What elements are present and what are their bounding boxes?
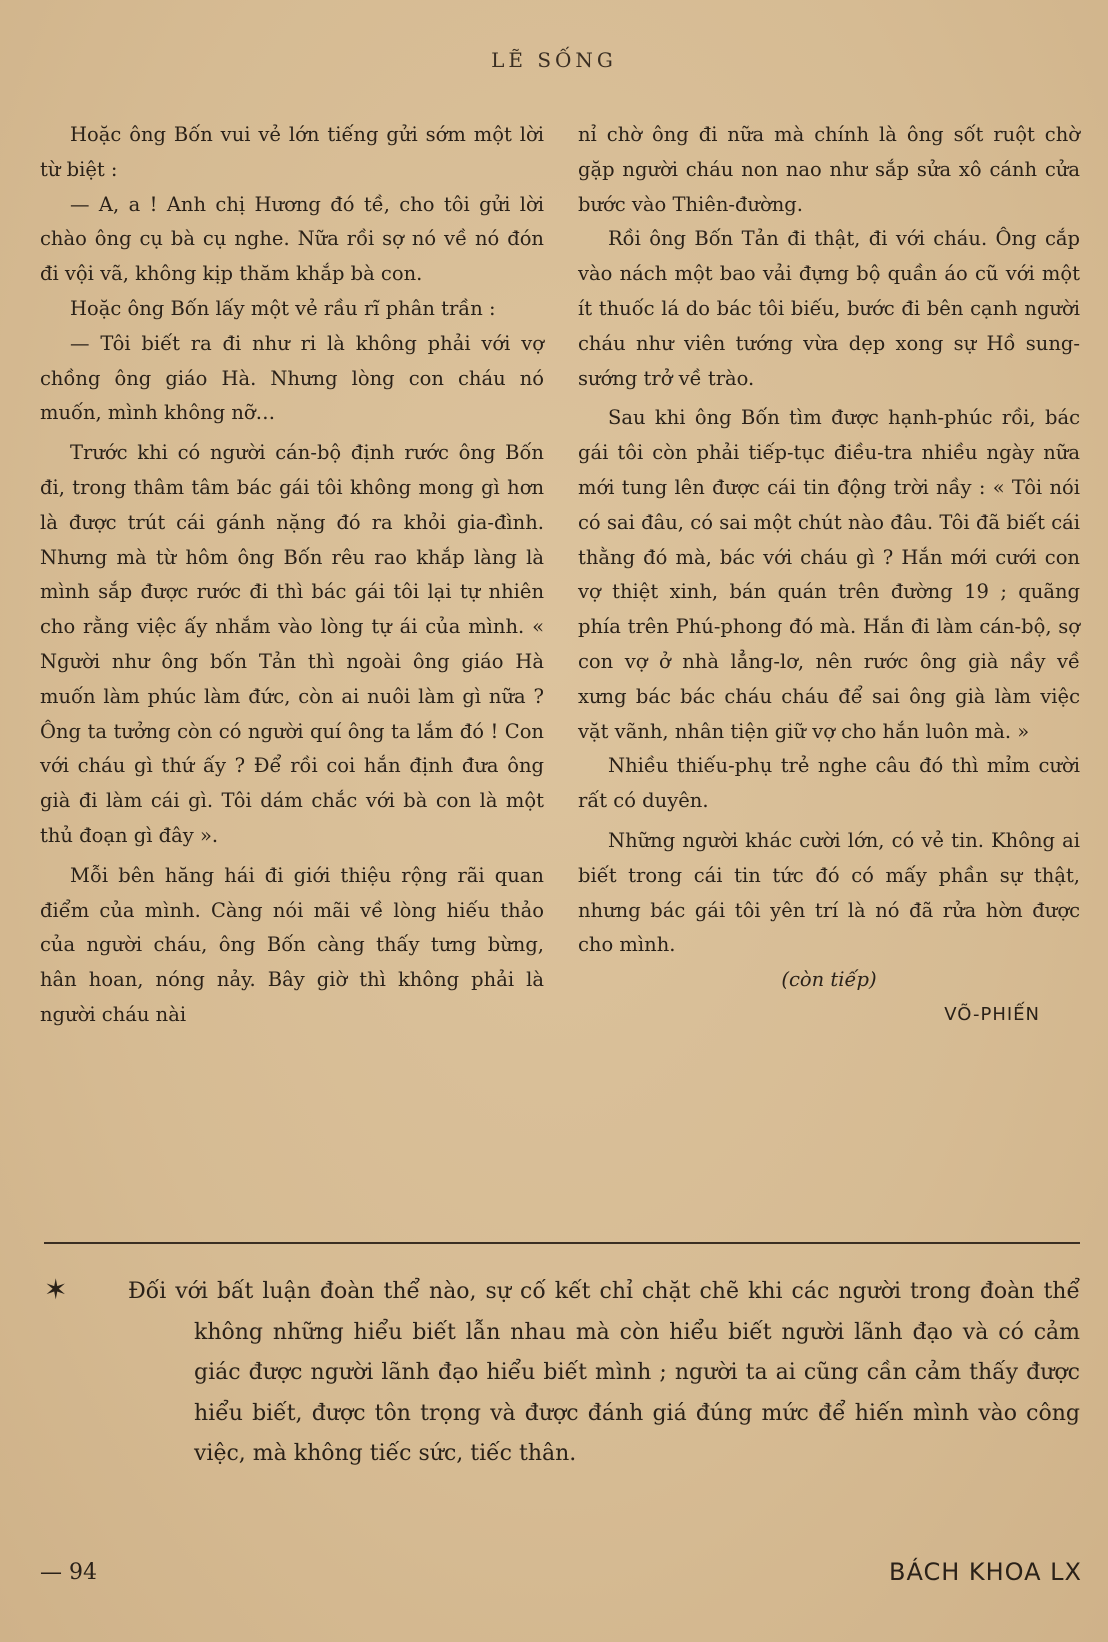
author-name: VÕ-PHIẾN (944, 1003, 1040, 1025)
continued-note: (còn tiếp) (781, 968, 877, 992)
page-number: — 94 (40, 1560, 97, 1585)
magazine-masthead: BÁCH KHOA LX (888, 1558, 1082, 1586)
paragraph: Mỗi bên hăng hái đi giới thiệu rộng rãi quan điểm của mình. Càng nói mãi về lòng hiếu thảo của người cháu, ông Bốn càng thấy tưng bừng, hân hoan, nóng nảy. Bây giờ thì không phải là người cháu nài (40, 863, 544, 1026)
paragraph: — Tôi biết ra đi như ri là không phải với vợ chồng ông giáo Hà. Nhưng lòng con cháu nó muốn, mình không nỡ… (40, 331, 544, 425)
star-ornament-icon: ✶ (44, 1273, 68, 1306)
paragraph: Hoặc ông Bốn vui vẻ lớn tiếng gửi sớm một lời từ biệt : (40, 123, 544, 181)
paragraph: Trước khi có người cán-bộ định rước ông Bốn đi, trong thâm tâm bác gái tôi không mong gì hơn là được trút cái gánh nặng đó ra khỏi gia-đình. Nhưng mà từ hôm ông Bốn rêu rao khắp làng là mình sắp được rước đi thì bác gái tôi lại tự nhiên cho rằng việc ấy nhắm vào lòng tự ái của mình. « Người như ông bốn Tản thì ngoài ông giáo Hà muốn làm phúc làm đức, còn ai nuôi làm gì nữa ? Ông ta tưởng còn có người quí ông ta lắm đó ! Con với cháu gì thứ ấy ? Để rồi coi hắn định đưa ông già đi làm cái gì. Tôi dám chắc với bà con là một thủ đoạn gì đây ». (40, 441, 544, 847)
paragraph: Rồi ông Bốn Tản đi thật, đi với cháu. Ông cắp vào nách một bao vải đựng bộ quần áo cũ với một ít thuốc lá do bác tôi biếu, bước đi bên cạnh người cháu như viên tướng vừa dẹp xong sự Hồ sung-sướng trở về trào. (578, 227, 1080, 390)
quote-text: Đối với bất luận đoàn thể nào, sự cố kết chỉ chặt chẽ khi các người trong đoàn thể không những hiểu biết lẫn nhau mà còn hiểu biết người lãnh đạo và có cảm giác được người lãnh đạo hiểu biết mình ; người ta ai cũng cần cảm thấy được hiểu biết, được tôn trọng và được đánh giá đúng mức để hiến mình vào công việc, mà không tiếc sức, tiếc thân. (128, 1279, 1080, 1466)
running-head: LẼ SỐNG (491, 48, 617, 72)
paragraph: nỉ chờ ông đi nữa mà chính là ông sốt ruột chờ gặp người cháu non nao như sắp sửa xô cánh cửa bước vào Thiên-đường. (578, 123, 1080, 216)
paragraph: Hoặc ông Bốn lấy một vẻ rầu rĩ phân trần : (70, 296, 496, 320)
paragraph: — A, a ! Anh chị Hương đó tề, cho tôi gửi lời chào ông cụ bà cụ nghe. Nữa rồi sợ nó về nó đón đi vội vã, không kịp thăm khắp bà con. (40, 192, 544, 286)
left-column (40, 118, 544, 1033)
boxed-quote (44, 1272, 1080, 1475)
paragraph: Nhiều thiếu-phụ trẻ nghe câu đó thì mỉm cười rất có duyên. (578, 754, 1080, 813)
paragraph: Những người khác cười lớn, có vẻ tin. Không ai biết trong cái tin tức đó có mấy phần sự thật, nhưng bác gái tôi yên trí là nó đã rửa hờn được cho mình. (578, 828, 1080, 957)
section-divider (44, 1242, 1080, 1244)
paragraph: Sau khi ông Bốn tìm được hạnh-phúc rồi, bác gái tôi còn phải tiếp-tục điều-tra nhiều ngày nữa mới tung lên được cái tin động trời nầy : « Tôi nói có sai đâu, có sai một chút nào đâu. Tôi đã biết cái thằng đó mà, bác với cháu gì ? Hắn mới cưới con vợ thiệt xinh, bán quán trên đường 19 ; quãng phía trên Phú-phong đó mà. Hắn đi làm cán-bộ, sợ con vợ ở nhà lẳng-lơ, nên rước ông già nầy về xưng bác bác cháu cháu để sai ông già làm việc vặt vãnh, nhân tiện giữ vợ cho hắn luôn mà. » (578, 406, 1080, 743)
right-column (578, 118, 1080, 1033)
